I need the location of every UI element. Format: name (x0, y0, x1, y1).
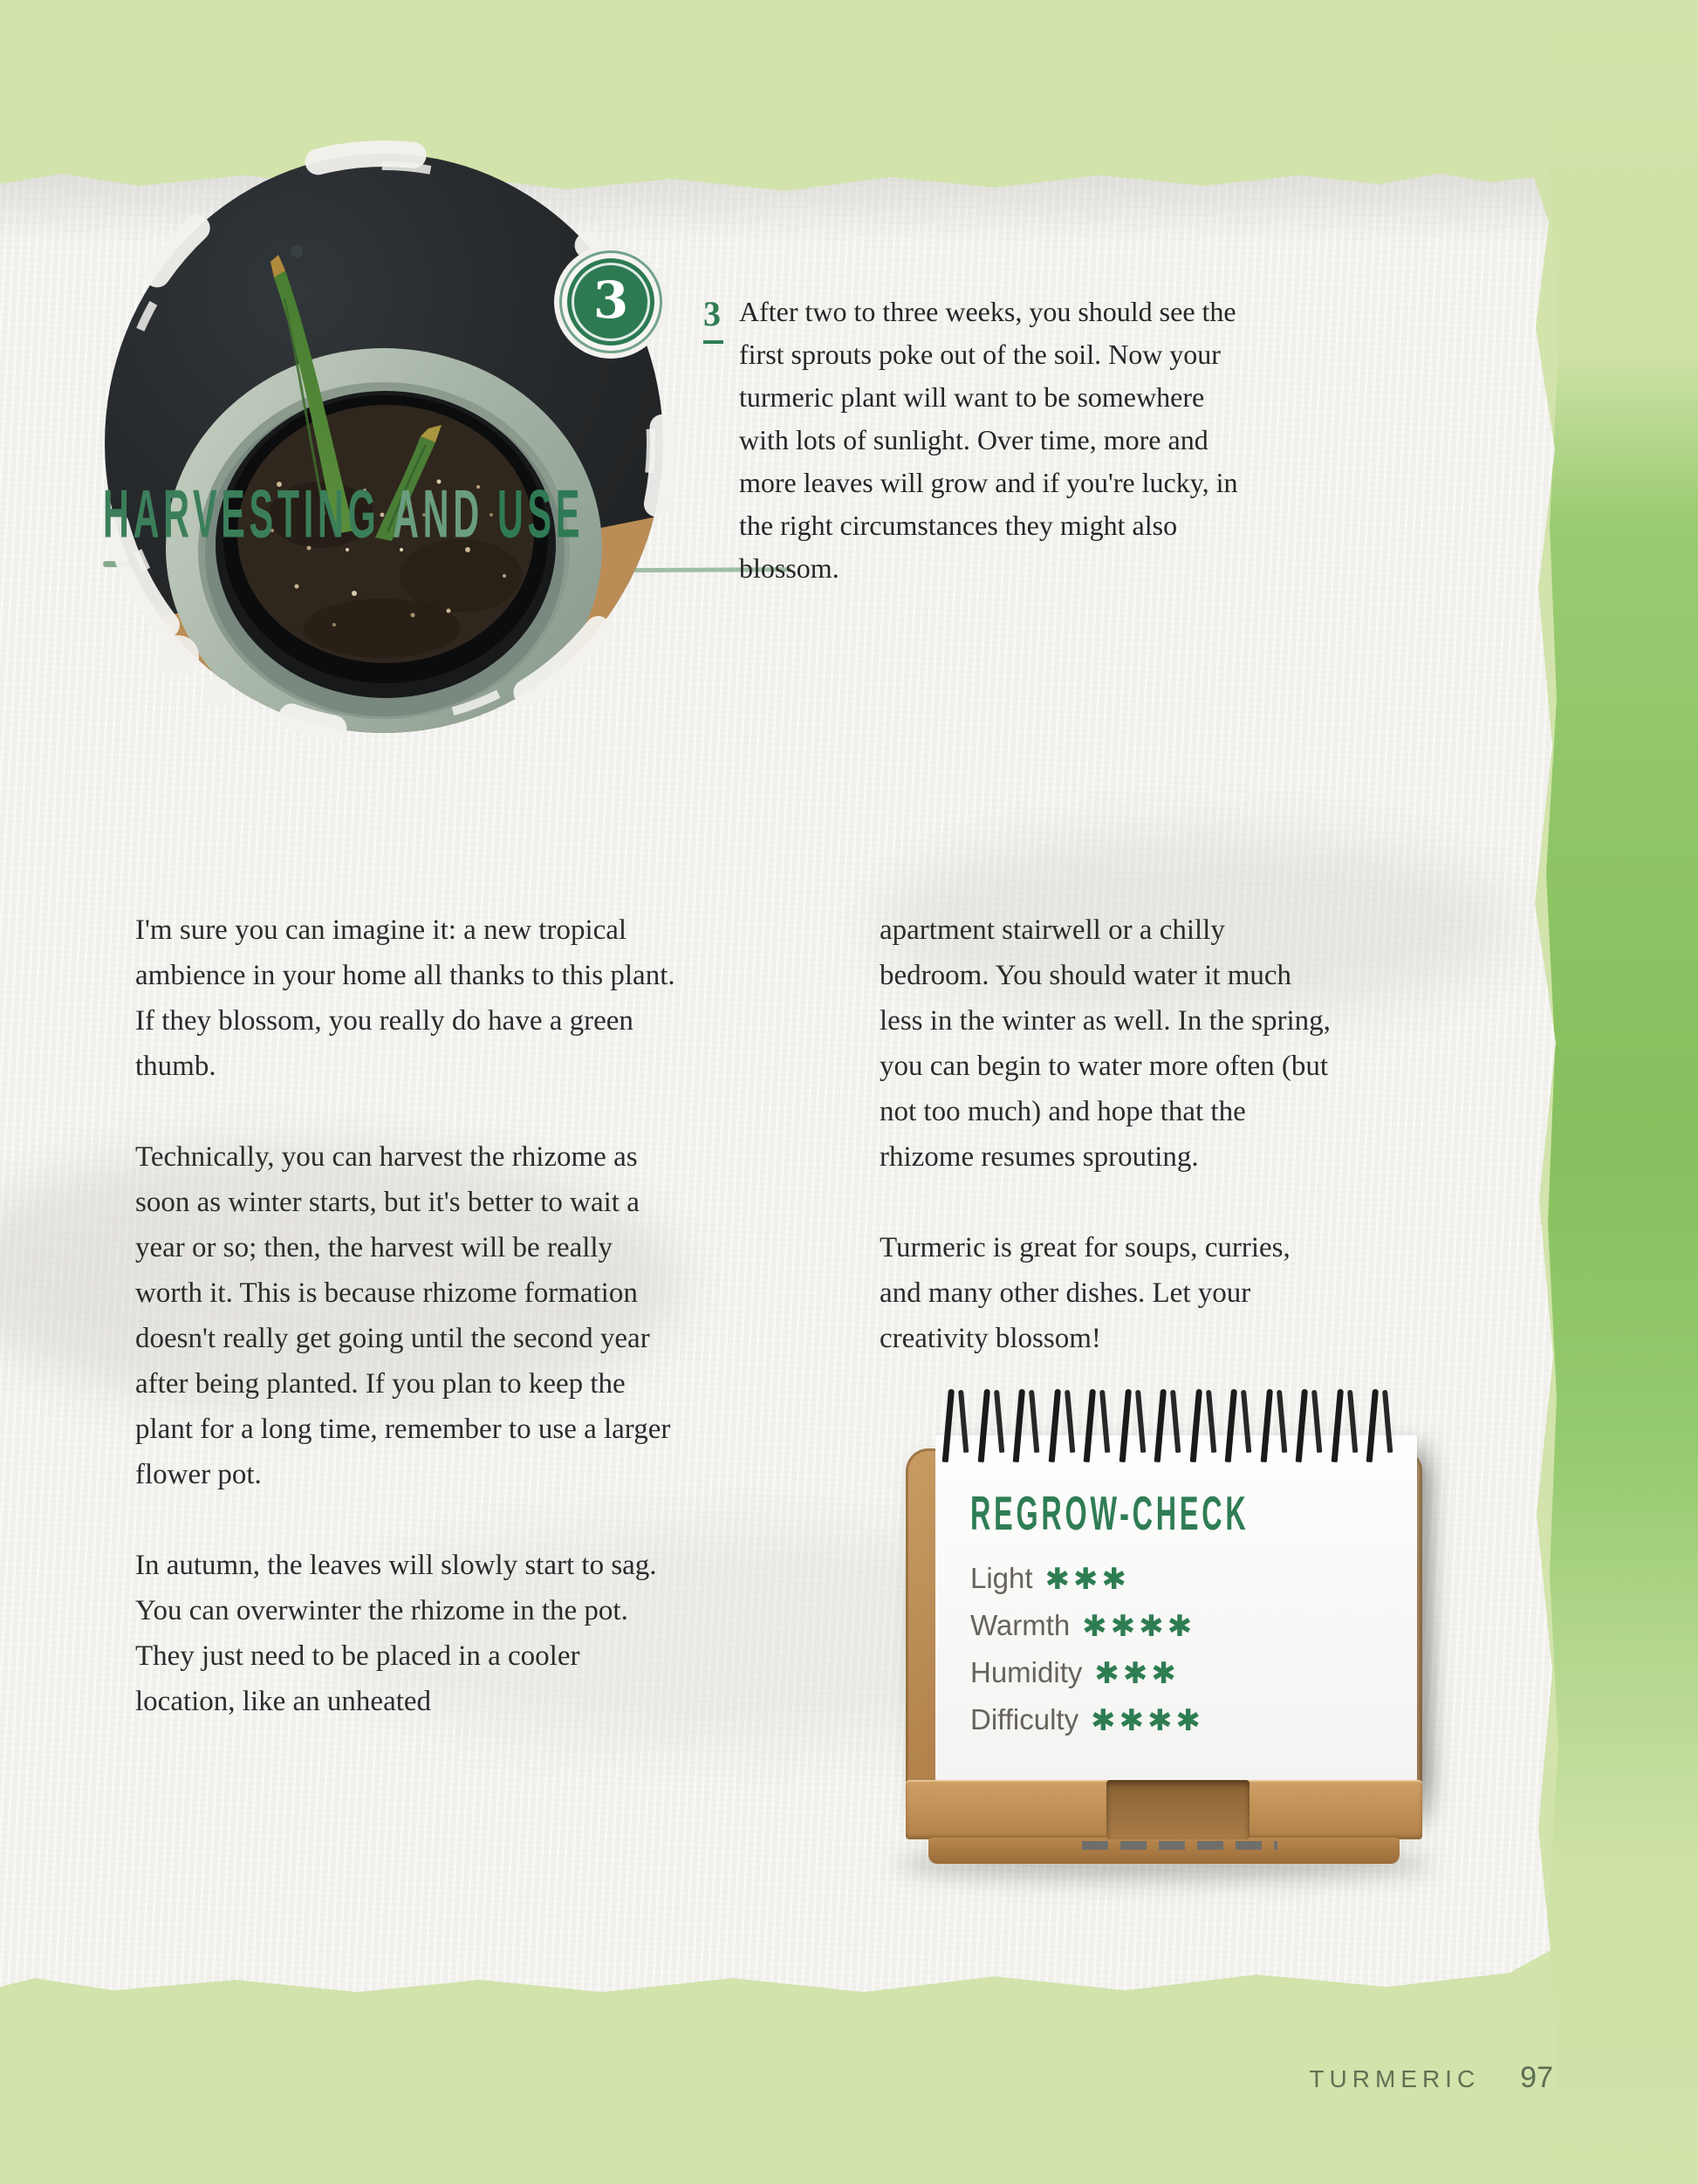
body-column-right (880, 907, 1333, 1407)
spiral-loop (1195, 1389, 1215, 1466)
step-badge-number: 3 (592, 270, 629, 330)
section-title (103, 476, 584, 554)
paragraph: Technically, you can harvest the rhizome as soon as winter starts, but it's better to wait a year or so; then, the harvest will be really worth it. This is because rhizome formation doesn't really get going until the second year after being planted. If you plan to keep the plant for a long time, remember to use a larger flower pot. (135, 1141, 671, 1490)
rating-label: Humidity (970, 1656, 1083, 1688)
rating-label: Warmth (970, 1609, 1071, 1641)
notepad-groove (1106, 1780, 1250, 1839)
footer-section-label: TURMERIC (1309, 2065, 1481, 2092)
watercolor-band (1546, 0, 1698, 2184)
spiral-loop (1089, 1389, 1108, 1466)
spiral-loop (1230, 1389, 1250, 1466)
rating-stars: ✱✱✱✱ (1082, 1609, 1196, 1644)
rating-label: Light (970, 1562, 1033, 1594)
step-number: 3 (703, 295, 723, 344)
rating-row (970, 1701, 1204, 1738)
paragraph: I'm sure you can imagine it: a new tropical ambience in your home all thanks to this plant. If they blossom, you really do have a green thumb. (135, 914, 675, 1082)
rating-stars: ✱✱✱✱ (1091, 1703, 1205, 1738)
footer-page-number: 97 (1520, 2061, 1553, 2094)
rating-row (970, 1607, 1204, 1644)
rating-row (970, 1654, 1204, 1691)
spiral-loop (1266, 1389, 1285, 1466)
regrow-check-title: REGROW-CHECK (970, 1488, 1250, 1541)
paragraph: Turmeric is great for soups, curries, and many other dishes. Let your creativity blossom! (880, 1232, 1291, 1354)
spiral-loop (1301, 1389, 1320, 1466)
rating-label: Difficulty (970, 1703, 1079, 1736)
step-badge (567, 258, 654, 346)
step-text: After two to three weeks, you should see the first sprouts poke out of the soil. Now your turmeric plant will want to be somewhere with lots of sunlight. Over time, more and more leaves will grow and if you're lucky, in the right circumstances they might also blossom. (739, 296, 1238, 584)
step-item (703, 295, 1262, 590)
section-title-word: USE (496, 476, 585, 553)
section-title-word: AND (393, 476, 483, 553)
paragraph: apartment stairwell or a chilly bedroom. You should water it much less in the winter as well. In the spring, you can begin to water more often (but not too much) and hope that the rhizome resumes sprouting. (880, 914, 1331, 1173)
rating-row (970, 1560, 1204, 1597)
rating-stars: ✱✱✱ (1094, 1656, 1180, 1691)
section-title-word: HARVESTING (103, 476, 380, 553)
spiral-loop (1160, 1389, 1179, 1466)
regrow-check-ratings (970, 1560, 1204, 1738)
plant-photo (94, 140, 674, 742)
spiral-loop (1054, 1389, 1073, 1466)
spiral-binding (948, 1389, 1391, 1466)
spiral-loop (983, 1389, 1003, 1466)
page-footer (1204, 2061, 1553, 2095)
body-column-left (135, 907, 687, 1770)
spiral-loop (1018, 1389, 1037, 1466)
spiral-loop (1372, 1389, 1391, 1466)
paragraph: In autumn, the leaves will slowly start to sag. You can overwinter the rhizome in the pot. They just need to be placed in a cooler location, like an unheated (135, 1550, 657, 1717)
spiral-loop (1125, 1389, 1144, 1466)
spiral-loop (948, 1389, 967, 1466)
rating-stars: ✱✱✱ (1044, 1562, 1131, 1597)
spiral-loop (1337, 1389, 1356, 1466)
notepad-hinges (1082, 1841, 1277, 1850)
